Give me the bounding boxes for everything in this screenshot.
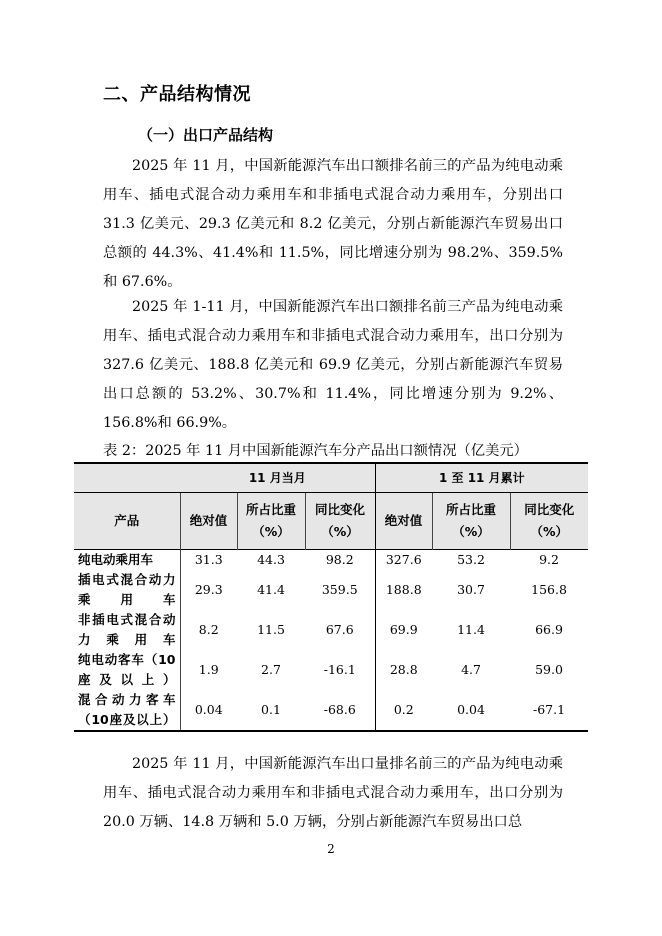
col-header-month-share-l2: （%） — [252, 523, 290, 539]
subsection-title: （一）出口产品结构 — [138, 126, 274, 144]
row-cum-abs: 69.9 — [375, 610, 432, 650]
row-cum-yoy: 156.8 — [531, 582, 567, 597]
row-cum-share: 4.7 — [461, 662, 481, 677]
row-month-yoy: -68.6 — [305, 690, 375, 731]
row-month-share: 44.3 — [237, 549, 305, 570]
row-month-abs: 8.2 — [180, 610, 237, 650]
row-month-abs: 1.9 — [180, 650, 237, 690]
row-month-yoy: 359.5 — [321, 582, 358, 597]
row-cum-yoy: 66.9 — [535, 622, 563, 637]
row-month-abs: 29.3 — [180, 570, 237, 610]
col-header-cum-share-l1: 所占比重 — [446, 501, 497, 517]
row-cum-share: 30.7 — [457, 582, 485, 597]
header-blank-cell — [74, 463, 180, 492]
col-header-cum-yoy — [510, 492, 588, 549]
row-cum-abs: 28.8 — [375, 650, 432, 690]
col-header-month-abs: 绝对值 — [180, 492, 237, 549]
row-product: 插电式混合动力乘用车 — [78, 571, 176, 607]
row-month-yoy: 98.2 — [305, 549, 375, 570]
row-month-share: 11.5 — [257, 622, 285, 637]
col-header-month-share — [237, 492, 305, 549]
row-month-share: 41.4 — [257, 582, 285, 597]
row-cum-yoy: 59.0 — [535, 662, 563, 677]
row-cum-yoy: 9.2 — [510, 549, 588, 570]
table-row — [74, 650, 588, 690]
row-cum-share: 53.2 — [432, 549, 510, 570]
paragraph-1: 2025 年 11 月，中国新能源汽车出口额排名前三的产品为纯电动乘用车、插电式混合动力乘用车和非插电式混合动力乘用车，分别出口 31.3 亿美元、29.3 亿美元和 8.2 亿美元，分别占新能源汽车贸易出口总额的 44.3%、41.4%和 11.5%，同比增速分别为 98.2%、359.5%和 67.6%。 — [103, 158, 563, 290]
col-header-cum-yoy-l1: 同比变化 — [524, 501, 575, 517]
table-row — [74, 570, 588, 610]
col-header-month-share-l1: 所占比重 — [245, 501, 296, 517]
row-product: 纯电动客车（10座及以上） — [78, 651, 176, 687]
row-month-abs: 0.04 — [180, 690, 237, 731]
section-title: 二、产品结构情况 — [103, 84, 251, 105]
row-month-share: 2.7 — [261, 662, 281, 677]
group-header-month: 11 月当月 — [180, 463, 375, 492]
col-header-product: 产品 — [74, 492, 180, 549]
row-cum-share: 11.4 — [457, 622, 485, 637]
row-product: 纯电动乘用车 — [74, 549, 180, 570]
paragraph-3: 2025 年 11 月，中国新能源汽车出口量排名前三的产品为纯电动乘用车、插电式混合动力乘用车和非插电式混合动力乘用车，出口分别为 20.0 万辆、14.8 万辆和 5.0 万辆，分别占新能源汽车贸易出口总 — [103, 756, 563, 830]
export-value-table — [74, 462, 588, 732]
col-header-month-yoy-l1: 同比变化 — [315, 501, 366, 517]
page-number: 2 — [327, 842, 335, 856]
table-row — [74, 610, 588, 650]
row-product: 混合动力客车（10座及以上） — [74, 690, 180, 731]
col-header-cum-share — [432, 492, 510, 549]
table-row — [74, 690, 588, 731]
table-caption: 表 2：2025 年 11 月中国新能源汽车分产品出口额情况（亿美元） — [103, 443, 528, 459]
table-row — [74, 549, 588, 570]
col-header-month-yoy — [305, 492, 375, 549]
row-cum-abs: 327.6 — [375, 549, 432, 570]
group-header-cumulative: 1 至 11 月累计 — [375, 463, 588, 492]
row-cum-yoy: -67.1 — [510, 690, 588, 731]
row-month-abs: 31.3 — [180, 549, 237, 570]
col-header-month-yoy-l2: （%） — [321, 523, 359, 539]
row-month-yoy: 67.6 — [325, 622, 354, 637]
row-product: 非插电式混合动力乘用车 — [78, 611, 176, 647]
col-header-cum-abs: 绝对值 — [375, 492, 432, 549]
row-cum-abs: 188.8 — [375, 570, 432, 610]
row-month-yoy: -16.1 — [323, 662, 356, 677]
row-cum-share: 0.04 — [432, 690, 510, 731]
row-cum-abs: 0.2 — [375, 690, 432, 731]
col-header-cum-yoy-l2: （%） — [530, 523, 569, 539]
col-header-cum-share-l2: （%） — [452, 523, 490, 539]
paragraph-2: 2025 年 1-11 月，中国新能源汽车出口额排名前三产品为纯电动乘用车、插电式混合动力乘用车和非插电式混合动力乘用车，出口分别为 327.6 亿美元、188.8 亿美元和 69.9 亿美元，分别占新能源汽车贸易出口总额的 53.2%、30.7%和 11.4%，同比增速分别为 9.2%、156.8%和 66.9%。 — [103, 299, 563, 431]
row-month-share: 0.1 — [237, 690, 305, 731]
